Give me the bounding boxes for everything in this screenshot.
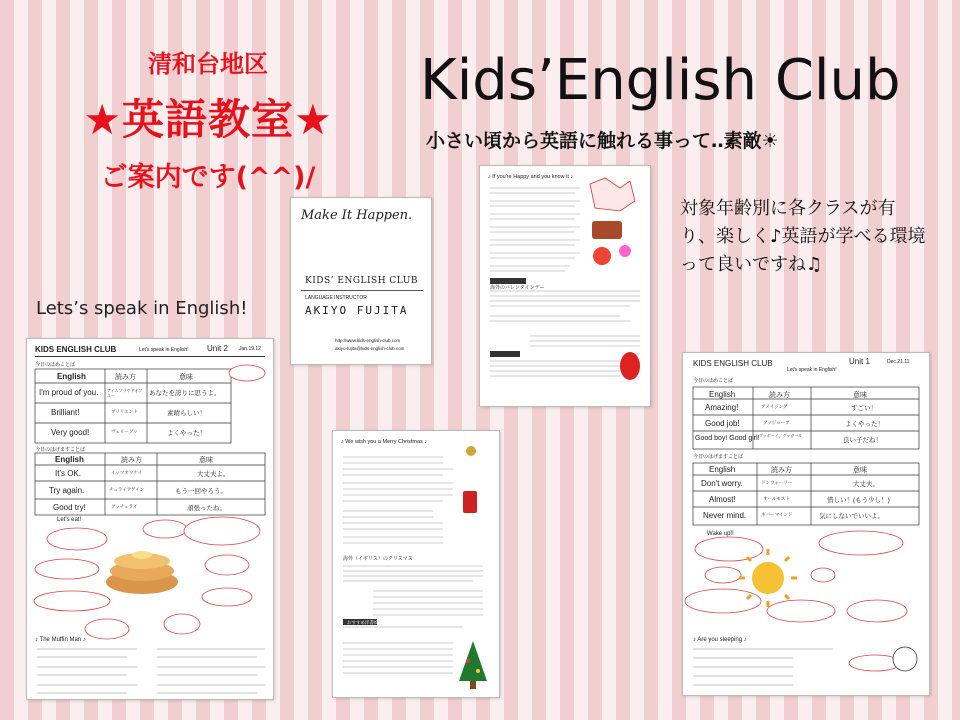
song-happy-title: ♪ If you're Happy and you know it ♪: [488, 174, 574, 180]
ws1-r1-read: アメイジング: [761, 404, 788, 409]
ws1-r22-mean: 惜しい！(もう少し！): [827, 497, 890, 504]
ws1-section1: 今日のほめことば: [693, 378, 734, 384]
ws1-r21-en: Don't worry.: [701, 479, 743, 488]
tagline: 小さい頃から英語に触れる事って‥素敵☀: [426, 130, 779, 152]
ws1-r22-read: オールモスト: [763, 496, 790, 501]
ws1-r1-en: Amazing!: [705, 403, 739, 412]
ws1-r3-en: Good boy! Good girl!: [695, 435, 760, 442]
ws2-lets-eat: Let's eat!: [57, 517, 82, 523]
ws1-r2-mean: よくやった！: [845, 421, 884, 428]
ws1-r23-read: ネバーマインド: [761, 512, 793, 517]
song-xmas-title: ♪ We wish you a Merry Christmas ♪: [341, 439, 428, 445]
ws1-wake-up: Wake up!!: [707, 531, 734, 537]
ws1-r2-read: グッジョーブ: [763, 420, 790, 425]
ws1-unit: Unit 1: [849, 357, 870, 366]
ws2-section1: 今日のほめことば: [35, 362, 76, 368]
ws2-r23-read: グッチュライ: [111, 504, 138, 509]
ws2-th2-reading: 読み方: [121, 457, 142, 464]
song-xmas-section: 海外（イギリス）のクリスマス: [343, 556, 413, 562]
business-card: [290, 197, 432, 365]
ws2-row2-read: ブリリエント: [111, 409, 138, 414]
ws1-r3-mean: 良い子だね！: [843, 437, 882, 444]
ws1-r21-read: ドンウォーリー: [761, 480, 793, 485]
ws2-r21-mean: 大丈夫よ。: [197, 471, 230, 478]
ws1-r1-mean: すごい！: [851, 405, 877, 412]
main-title: Kids’English Club: [420, 48, 901, 113]
card-club: KIDS’ ENGLISH CLUB: [305, 276, 418, 286]
ws1-r2-en: Good job!: [705, 419, 740, 428]
ws2-th-meaning: 意味: [179, 374, 193, 381]
ws1-r23-mean: 気にしないでいいよ。: [819, 513, 884, 520]
ws1-subtitle: Let's speak in English!: [787, 367, 837, 373]
ws2-r23-mean: 頑張ったね。: [187, 505, 226, 512]
card-slogan: Make It Happen.: [301, 208, 413, 223]
ws2-row2-en: Brilliant!: [51, 408, 80, 417]
card-role: LANGUAGE INSTRUCTOR: [305, 295, 367, 301]
ws2-th-reading: 読み方: [115, 374, 136, 381]
ws1-song-title: ♪ Are you sleeping ♪: [693, 637, 747, 643]
ws2-row3-read: ヴェリーグッ: [111, 429, 138, 434]
ws1-th-reading: 読み方: [769, 392, 790, 399]
card-email: akiyo-fujita@kids-english-club.com: [335, 346, 405, 351]
ws1-section2: 今日のはげますことば: [693, 454, 744, 460]
ws1-th2-reading: 読み方: [771, 467, 792, 474]
ws2-r21-en: It's OK.: [55, 469, 81, 478]
ws2-row1-mean: あなたを誇りに思うよ。: [149, 390, 221, 397]
ws1-r23-en: Never mind.: [703, 511, 747, 520]
ws2-date: Jan.19.12: [239, 346, 261, 352]
ws1-th2-english: English: [709, 465, 736, 474]
ws1-r22-en: Almost!: [709, 495, 736, 504]
worksheet-unit2: [26, 338, 274, 700]
card-person-name: AKIYO FUJITA: [305, 304, 409, 317]
ws2-r23-en: Good try!: [53, 503, 86, 512]
ws2-row3-en: Very good!: [51, 428, 90, 437]
song-xmas-lines: [333, 431, 499, 697]
song-happy-section: 海外のバレンタインデー: [490, 285, 545, 291]
worksheet-unit1: [682, 352, 930, 696]
ws1-th-meaning: 意味: [853, 392, 867, 399]
ws2-row1-en: I'm proud of you.: [39, 388, 99, 397]
ws2-th2-english: English: [55, 455, 84, 464]
ws2-row1-read: アイムプラウドオブユー: [107, 388, 143, 398]
ws2-r21-read: イッツオウケイ: [111, 470, 143, 475]
class-name: ★英語教室★: [83, 95, 333, 144]
ws1-club: KIDS ENGLISH CLUB: [693, 359, 773, 368]
ws2-r22-read: チュライアゲイン: [109, 487, 145, 492]
ws1-th-english: English: [709, 390, 736, 399]
side-note: 対象年齢別に各クラスが有り、楽しく♪英語が学べる環境って良いですね♫: [680, 198, 926, 275]
card-divider: [301, 290, 423, 291]
song-sheet-happy: [479, 165, 651, 407]
area-name: 清和台地区: [148, 50, 268, 78]
guide-text: ご案内です(^^)/: [100, 162, 316, 193]
ws2-unit: Unit 2: [207, 344, 228, 353]
classroom-heading: [58, 44, 358, 194]
ws1-r3-read: グッボーイ、グッガール: [759, 433, 803, 438]
ws2-subtitle: Let's speak in English!: [139, 347, 189, 353]
ws2-th2-meaning: 意味: [199, 457, 213, 464]
ws1-th2-meaning: 意味: [853, 467, 867, 474]
speak-caption: Lets’s speak in English!: [36, 298, 248, 319]
ws2-section2: 今日のはげますことば: [35, 447, 86, 453]
ws2-song-title: ♪ The Muffin Man ♪: [35, 637, 86, 643]
song-sheet-christmas: [332, 430, 500, 698]
ws2-club: KIDS ENGLISH CLUB: [35, 345, 117, 354]
song-xmas-book: おすすめ洋書絵本: [347, 620, 384, 625]
ws1-date: Dec.21.11: [887, 359, 910, 365]
card-url: http://www.kids-english-club.com: [335, 338, 401, 343]
ws2-r22-mean: もう一回やろう。: [175, 488, 227, 495]
ws2-r22-en: Try again.: [49, 486, 85, 495]
ws2-th-english: English: [57, 372, 86, 381]
ws2-row2-mean: 素晴らしい！: [167, 410, 206, 417]
ws1-r21-mean: 大丈夫。: [853, 481, 879, 488]
ws2-row3-mean: よくやった！: [167, 430, 206, 437]
